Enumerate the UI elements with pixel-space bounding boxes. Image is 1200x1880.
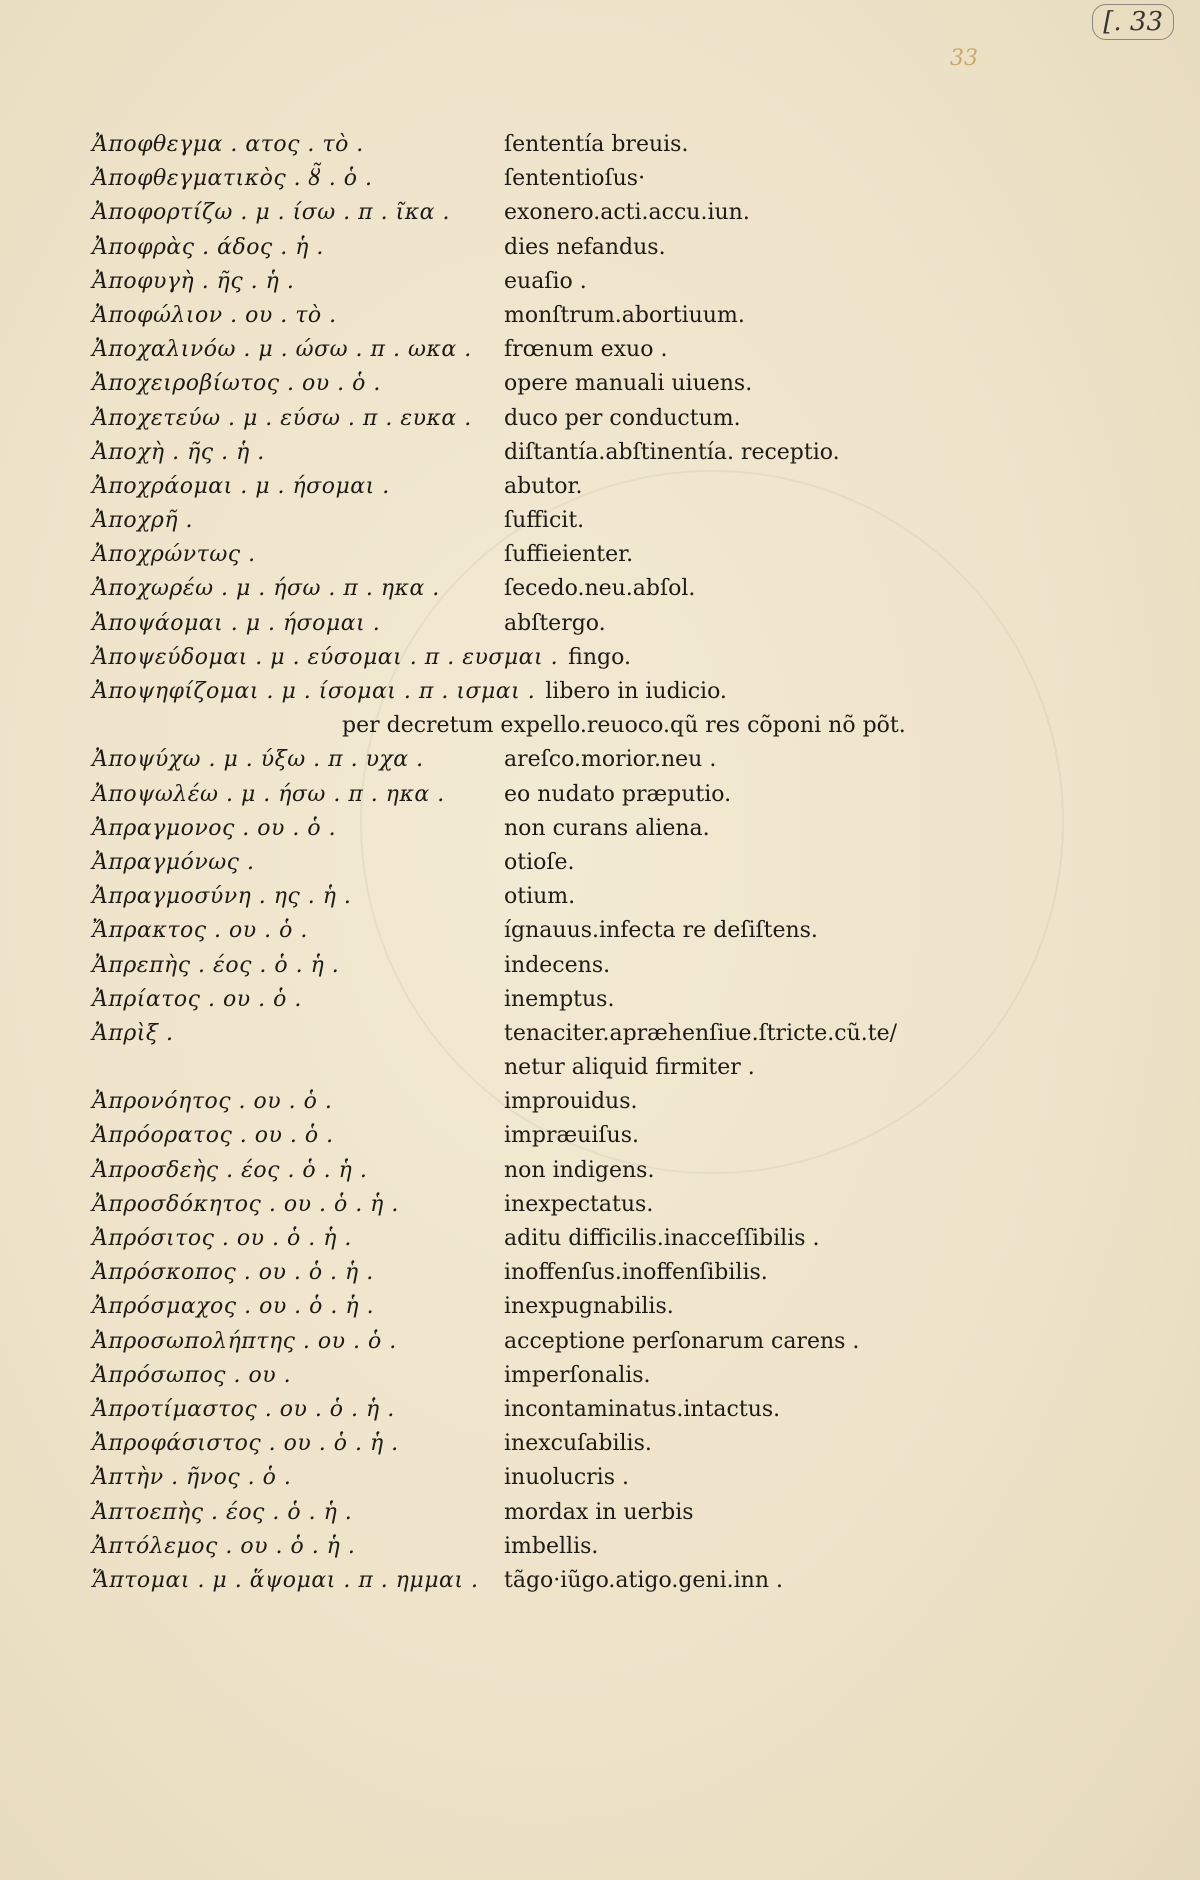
latin-gloss: mordax in uerbis xyxy=(504,1499,694,1525)
latin-gloss: inexpugnabilis. xyxy=(504,1294,674,1320)
latin-gloss: tãgo·iũgo.atigo.geni.inn . xyxy=(504,1567,784,1593)
greek-headword: Ἀπρόσωπος . ου . xyxy=(92,1362,292,1388)
greek-headword: Ἀποψάομαι . μ . ήσομαι . xyxy=(92,610,381,636)
greek-headword: Ἀπρόσιτος . ου . ὁ . ἡ . xyxy=(92,1226,352,1251)
dictionary-entry xyxy=(92,812,1152,846)
greek-headword: Ἀπρεπὴς . έος . ὁ . ἡ . xyxy=(92,952,340,978)
dictionary-entry xyxy=(92,607,1152,641)
greek-headword: Ἀποχρώντως . xyxy=(92,542,256,568)
latin-gloss: imperſonalis. xyxy=(504,1362,651,1388)
dictionary-entry xyxy=(92,367,1152,401)
dictionary-entry xyxy=(92,402,1152,436)
latin-gloss: incontaminatus.intactus. xyxy=(504,1396,781,1422)
greek-headword: Ἀποψύχω . μ . ύξω . π . υχα . xyxy=(92,747,424,773)
greek-headword: Ἀπτὴν . ῆνος . ὁ . xyxy=(92,1465,292,1491)
dictionary-entry xyxy=(92,1017,1152,1051)
dictionary-entry xyxy=(92,846,1152,880)
dictionary-entry xyxy=(92,265,1152,299)
latin-gloss: exonero.acti.accu.iun. xyxy=(504,200,750,226)
greek-headword: Ἀπρὶξ . xyxy=(92,1020,174,1046)
dictionary-entry xyxy=(92,1154,1152,1188)
latin-gloss: dies nefandus. xyxy=(504,234,666,260)
greek-headword: Ἀπροφάσιστος . ου . ὁ . ἡ . xyxy=(92,1431,399,1457)
dictionary-entry xyxy=(92,1325,1152,1359)
greek-headword: Ἀπροτίμαστος . ου . ὁ . ἡ . xyxy=(92,1396,395,1422)
dictionary-entry xyxy=(92,1290,1152,1324)
latin-gloss: non curans aliena. xyxy=(504,815,710,841)
latin-gloss: opere manuali uiuens. xyxy=(504,371,753,397)
latin-gloss: diſtantía.abſtinentía. receptio. xyxy=(504,439,840,465)
dictionary-entry xyxy=(92,1119,1152,1153)
greek-headword: Ἀποφορτίζω . μ . ίσω . π . ῖκα . xyxy=(92,200,450,226)
latin-gloss: inemptus. xyxy=(504,986,615,1012)
greek-headword: Ἀποφρὰς . άδος . ἡ . xyxy=(92,234,324,260)
greek-headword: Ἀποψηφίζομαι . μ . ίσομαι . π . ισμαι . xyxy=(92,679,536,704)
dictionary-entry xyxy=(92,436,1152,470)
latin-gloss: netur aliquid firmiter . xyxy=(504,1055,755,1081)
dictionary-entry xyxy=(92,1496,1152,1530)
greek-headword: Ἀπροσωπολήπτης . ου . ὁ . xyxy=(92,1328,397,1354)
dictionary-entry xyxy=(92,231,1152,265)
greek-headword: Ἀπροσδεὴς . έος . ὁ . ἡ . xyxy=(92,1157,368,1183)
dictionary-entries xyxy=(92,128,1152,1598)
latin-gloss: ſuffieienter. xyxy=(504,542,634,568)
dictionary-entry xyxy=(92,880,1152,914)
latin-gloss: frœnum exuo . xyxy=(504,337,668,363)
greek-headword: Ἅπτομαι . μ . ἅψομαι . π . ημμαι . xyxy=(92,1567,479,1593)
latin-gloss: ſufficit. xyxy=(504,508,585,534)
latin-gloss: areſco.morior.neu . xyxy=(504,747,717,773)
latin-gloss: libero in iudicio. xyxy=(545,679,727,704)
greek-headword: Ἀπρονόητος . ου . ὁ . xyxy=(92,1089,333,1115)
latin-gloss: eo nudato præputio. xyxy=(504,781,732,807)
latin-gloss: non indigens. xyxy=(504,1157,655,1183)
greek-headword: Ἀποχρῆ . xyxy=(92,508,194,534)
dictionary-entry xyxy=(92,1051,1152,1085)
latin-gloss: imbellis. xyxy=(504,1533,599,1559)
greek-headword: Ἀποχὴ . ῆς . ἡ . xyxy=(92,439,265,465)
latin-gloss: abſtergo. xyxy=(504,610,606,636)
latin-gloss: improuidus. xyxy=(504,1089,638,1115)
greek-headword: Ἀποχειροβίωτος . ου . ὁ . xyxy=(92,371,381,397)
dictionary-entry xyxy=(92,128,1152,162)
latin-gloss: inexcuſabilis. xyxy=(504,1431,652,1457)
greek-headword: Ἀποχράομαι . μ . ήσομαι . xyxy=(92,473,390,499)
greek-headword: Ἀποφθεγμα . ατος . τὸ . xyxy=(92,132,364,157)
greek-headword: Ἀπτοεπὴς . έος . ὁ . ἡ . xyxy=(92,1499,353,1525)
greek-headword: Ἀπρόσμαχος . ου . ὁ . ἡ . xyxy=(92,1294,375,1320)
dictionary-entry xyxy=(92,1085,1152,1119)
greek-headword: Ἀποχωρέω . μ . ήσω . π . ηκα . xyxy=(92,576,440,602)
greek-headword: Ἀπραγμοσύνη . ης . ἡ . xyxy=(92,884,352,910)
greek-headword: Ἀπρόσκοπος . ου . ὁ . ἡ . xyxy=(92,1260,374,1286)
latin-gloss: otioſe. xyxy=(504,849,575,875)
greek-headword: Ἀπροσδόκητος . ου . ὁ . ἡ . xyxy=(92,1191,399,1217)
latin-gloss: duco per conductum. xyxy=(504,405,741,431)
latin-gloss: ſententioſus· xyxy=(504,166,646,192)
latin-gloss: ſententía breuis. xyxy=(504,132,689,157)
latin-gloss: inexpectatus. xyxy=(504,1191,654,1217)
latin-gloss: inuolucris . xyxy=(504,1465,629,1491)
latin-gloss: ſecedo.neu.abſol. xyxy=(504,576,696,602)
dictionary-entry xyxy=(92,949,1152,983)
latin-gloss: aditu difficilis.inacceſſibilis . xyxy=(504,1226,820,1251)
dictionary-entry xyxy=(92,1564,1152,1598)
latin-gloss: indecens. xyxy=(504,952,611,978)
greek-headword: Ἀπρίατος . ου . ὁ . xyxy=(92,986,302,1012)
dictionary-entry xyxy=(92,504,1152,538)
dictionary-entry xyxy=(92,778,1152,812)
greek-headword: Ἀποψεύδομαι . μ . εύσομαι . π . ευσμαι . xyxy=(92,644,559,670)
dictionary-entry xyxy=(92,743,1152,777)
dictionary-entry xyxy=(92,1393,1152,1427)
greek-headword: Ἀποψωλέω . μ . ήσω . π . ηκα . xyxy=(92,781,445,807)
folio-mark: 33 xyxy=(950,46,978,71)
latin-gloss: impræuiſus. xyxy=(504,1123,639,1149)
page-number: [. 33 xyxy=(1092,4,1174,40)
latin-gloss: monſtrum.abortiuum. xyxy=(504,302,745,328)
dictionary-entry xyxy=(92,1188,1152,1222)
latin-gloss: fingo. xyxy=(568,644,631,670)
greek-headword: Ἀπτόλεμος . ου . ὁ . ἡ . xyxy=(92,1533,356,1559)
dictionary-entry xyxy=(92,709,1152,743)
greek-headword: Ἀποχαλινόω . μ . ώσω . π . ωκα . xyxy=(92,337,472,363)
dictionary-entry xyxy=(92,641,1152,675)
dictionary-entry xyxy=(92,1461,1152,1495)
greek-headword: Ἀποφυγὴ . ῆς . ἡ . xyxy=(92,268,295,294)
dictionary-entry xyxy=(92,162,1152,196)
dictionary-entry xyxy=(92,983,1152,1017)
dictionary-entry xyxy=(92,299,1152,333)
dictionary-entry xyxy=(92,914,1152,948)
latin-gloss: ígnauus.infecta re deſiſtens. xyxy=(504,918,818,944)
latin-gloss: inoffenſus.inoffenſibilis. xyxy=(504,1260,768,1286)
greek-headword: Ἀπρόορατος . ου . ὁ . xyxy=(92,1123,334,1149)
dictionary-entry xyxy=(92,1359,1152,1393)
latin-gloss: tenaciter.apræhenſiue.ſtricte.cũ.te/ xyxy=(504,1020,898,1046)
dictionary-entry xyxy=(92,1530,1152,1564)
greek-headword: Ἀπραγμονος . ου . ὁ . xyxy=(92,815,337,841)
latin-gloss: euaſio . xyxy=(504,268,587,294)
greek-headword: Ἀποφώλιον . ου . τὸ . xyxy=(92,302,337,328)
greek-headword: Ἀποφθεγματικὸς . ȣ̃ . ὁ . xyxy=(92,166,373,192)
latin-gloss: acceptione perſonarum carens . xyxy=(504,1328,860,1354)
dictionary-entry xyxy=(92,572,1152,606)
dictionary-entry xyxy=(92,470,1152,504)
dictionary-entry xyxy=(92,1222,1152,1256)
latin-gloss: abutor. xyxy=(504,473,583,499)
greek-headword: Ἀπραγμόνως . xyxy=(92,849,255,875)
dictionary-entry xyxy=(92,675,1152,709)
dictionary-entry xyxy=(92,1256,1152,1290)
dictionary-entry xyxy=(92,333,1152,367)
latin-gloss: per decretum expello.reuoco.qũ res cõponi nõ põt. xyxy=(342,713,906,739)
latin-gloss: otium. xyxy=(504,884,576,910)
greek-headword: Ἀποχετεύω . μ . εύσω . π . ευκα . xyxy=(92,405,472,431)
dictionary-entry xyxy=(92,538,1152,572)
dictionary-entry xyxy=(92,1427,1152,1461)
greek-headword: Ἄπρακτος . ου . ὁ . xyxy=(92,918,308,944)
dictionary-entry xyxy=(92,196,1152,230)
